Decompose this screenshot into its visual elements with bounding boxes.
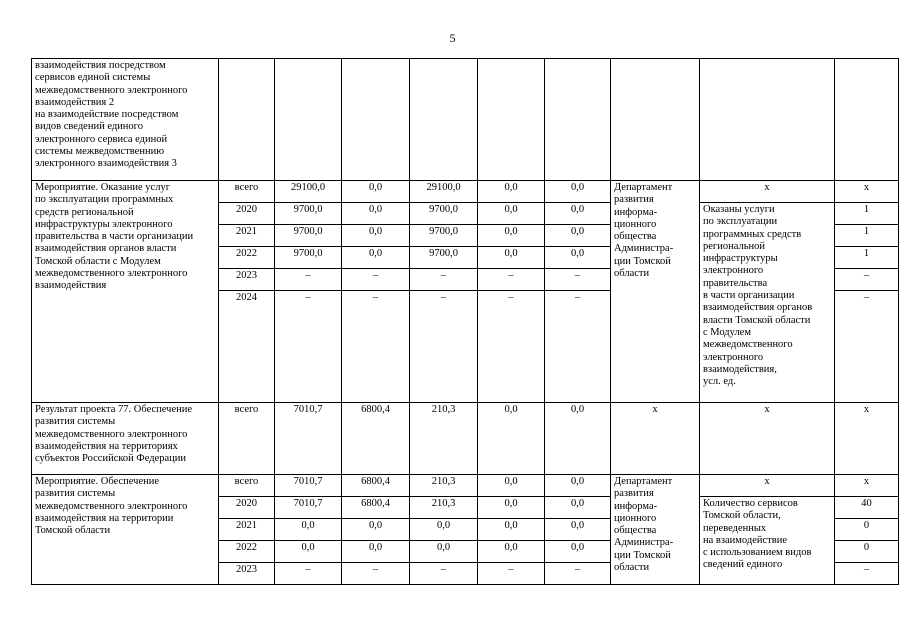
value-cell: – [410, 269, 478, 291]
value-cell: 0,0 [478, 541, 545, 563]
year-cell: 2022 [219, 541, 275, 563]
indicator-value: x [835, 181, 899, 203]
value-cell: 0,0 [478, 475, 545, 497]
value-cell: 29100,0 [275, 181, 342, 203]
value-cell: 0,0 [410, 541, 478, 563]
year-cell: 2022 [219, 247, 275, 269]
value-cell: 0,0 [545, 203, 611, 225]
activity-title: Мероприятие. Обеспечение развития системы межведомственного электронного взаимодействия на территории Томской области [32, 475, 219, 585]
value-cell: 0,0 [545, 225, 611, 247]
value-cell: 0,0 [342, 541, 410, 563]
indicator-value: 1 [835, 225, 899, 247]
value-cell: 0,0 [545, 247, 611, 269]
value-cell: 210,3 [410, 475, 478, 497]
value-cell: 0,0 [545, 475, 611, 497]
value-cell: 0,0 [342, 519, 410, 541]
value-cell: 0,0 [342, 181, 410, 203]
indicator-value: 0 [835, 519, 899, 541]
indicator-text: Количество сервисов Томской области, переведенных на взаимодействие с использованием видов сведений единого [700, 497, 835, 585]
indicator-value: 1 [835, 247, 899, 269]
indicator-value: 1 [835, 203, 899, 225]
table-row [32, 403, 899, 475]
indicator-value: x [835, 475, 899, 497]
year-cell: всего [219, 181, 275, 203]
value-cell: 0,0 [342, 203, 410, 225]
indicator-header: x [700, 181, 835, 203]
value-cell: 0,0 [410, 519, 478, 541]
value-cell: 0,0 [545, 181, 611, 203]
value-cell: – [478, 563, 545, 585]
value-cell: 7010,7 [275, 475, 342, 497]
value-cell: – [342, 291, 410, 403]
value-cell: 7010,7 [275, 497, 342, 519]
value-cell: 0,0 [478, 181, 545, 203]
value-cell: 9700,0 [410, 225, 478, 247]
year-cell: всего [219, 475, 275, 497]
value-cell: 0,0 [478, 519, 545, 541]
continuation-row [32, 59, 899, 181]
indicator-header: x [700, 475, 835, 497]
value-cell: – [545, 563, 611, 585]
value-cell: – [545, 291, 611, 403]
value-cell: 0,0 [478, 497, 545, 519]
value-cell: 6800,4 [342, 403, 410, 475]
value-cell: 0,0 [275, 541, 342, 563]
value-cell: 6800,4 [342, 497, 410, 519]
value-cell: 0,0 [478, 403, 545, 475]
page-number: 5 [449, 31, 456, 45]
value-cell: 0,0 [545, 519, 611, 541]
year-cell: 2020 [219, 497, 275, 519]
value-cell: 0,0 [478, 247, 545, 269]
value-cell: 0,0 [275, 519, 342, 541]
value-cell: 9700,0 [410, 203, 478, 225]
continuation-text: взаимодействия посредством сервисов единой системы межведомственного электронного взаимодействия 2 на взаимодействие посредством видов сведений единого электронного сервиса единой системы межведомственнию электронного взаимодействия 3 [32, 59, 219, 181]
value-cell: 210,3 [410, 403, 478, 475]
value-cell: 7010,7 [275, 403, 342, 475]
year-cell: 2024 [219, 291, 275, 403]
value-cell: – [410, 291, 478, 403]
table-row [32, 181, 899, 203]
indicator-value: 40 [835, 497, 899, 519]
value-cell: – [478, 291, 545, 403]
year-cell: 2023 [219, 269, 275, 291]
value-cell: – [342, 563, 410, 585]
year-cell: всего [219, 403, 275, 475]
year-cell: 2021 [219, 519, 275, 541]
value-cell: 0,0 [545, 497, 611, 519]
value-cell: 6800,4 [342, 475, 410, 497]
indicator-value: 0 [835, 541, 899, 563]
executor-cell: Департамент развития информа- ционного общества Администра- ции Томской области [611, 181, 700, 403]
value-cell: – [275, 269, 342, 291]
value-cell: 0,0 [478, 203, 545, 225]
value-cell: 0,0 [545, 403, 611, 475]
value-cell: – [342, 269, 410, 291]
year-cell: 2020 [219, 203, 275, 225]
executor-cell: x [611, 403, 700, 475]
value-cell: 29100,0 [410, 181, 478, 203]
indicator-text: x [700, 403, 835, 475]
year-cell: 2023 [219, 563, 275, 585]
executor-cell: Департамент развития информа- ционного общества Администра- ции Томской области [611, 475, 700, 585]
activity-title: Мероприятие. Оказание услуг по эксплуатации программных средств региональной инфраструктуры электронного правительства в части организации взаимодействия органов власти Томской области с Модулем межведомственного электронного взаимодействия [32, 181, 219, 403]
indicator-text: Оказаны услуги по эксплуатации программных средств региональной инфраструктуры электронного правительства в части организации взаимодействия органов власти Томской области с Модулем межведомственного электронного взаимодействия, усл. ед. [700, 203, 835, 403]
result-title: Результат проекта 77. Обеспечение развития системы межведомственного электронного взаимодействия на территориях субъектов Российской Федерации [32, 403, 219, 475]
value-cell: – [275, 563, 342, 585]
indicator-value: x [835, 403, 899, 475]
table-row [32, 475, 899, 497]
indicator-value: – [835, 269, 899, 291]
value-cell: – [275, 291, 342, 403]
value-cell: 9700,0 [275, 225, 342, 247]
value-cell: 0,0 [545, 541, 611, 563]
value-cell: 0,0 [478, 225, 545, 247]
value-cell: 9700,0 [410, 247, 478, 269]
value-cell: – [410, 563, 478, 585]
value-cell: 0,0 [342, 225, 410, 247]
value-cell: 9700,0 [275, 247, 342, 269]
value-cell: 210,3 [410, 497, 478, 519]
indicator-value: – [835, 291, 899, 403]
year-cell: 2021 [219, 225, 275, 247]
value-cell: – [478, 269, 545, 291]
value-cell: – [545, 269, 611, 291]
value-cell: 9700,0 [275, 203, 342, 225]
program-table [31, 58, 899, 585]
indicator-value: – [835, 563, 899, 585]
value-cell: 0,0 [342, 247, 410, 269]
